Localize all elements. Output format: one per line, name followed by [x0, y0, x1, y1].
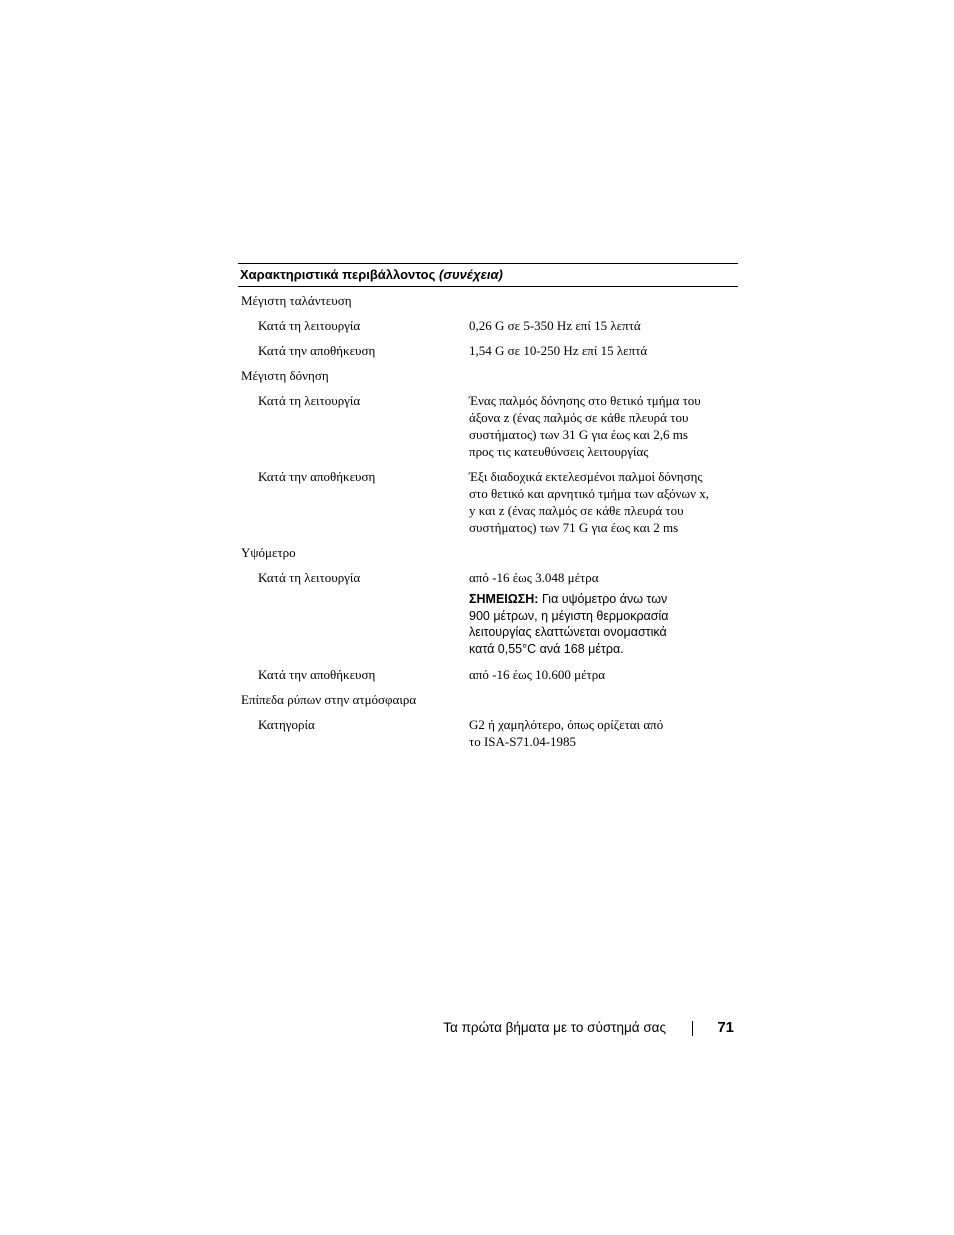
note-text: Για υψόμετρο άνω των [541, 592, 668, 606]
shock-operating-line: άξονα z (ένας παλμός σε κάθε πλευρά του [469, 410, 689, 425]
section-altitude: Υψόμετρο [241, 545, 296, 560]
shock-storage-value [469, 468, 709, 536]
altitude-note [469, 591, 669, 657]
page-footer [300, 1019, 734, 1039]
vibration-storage-value: 1,54 G σε 10-250 Hz επί 15 λεπτά [469, 343, 648, 358]
contaminants-class-label: Κατηγορία [258, 717, 315, 732]
shock-operating-line: προς τις κατευθύνσεις λειτουργίας [469, 444, 649, 459]
note-label: ΣΗΜΕΙΩΣΗ: [469, 592, 539, 606]
shock-storage-label: Κατά την αποθήκευση [258, 469, 376, 484]
page-number: 71 [717, 1019, 734, 1036]
shock-storage-line: στο θετικό και αρνητικό τμήμα των αξόνων x, [469, 486, 709, 501]
section-contaminants: Επίπεδα ρύπων στην ατμόσφαιρα [241, 692, 417, 707]
shock-operating-line: συστήματος) των 31 G για έως και 2,6 ms [469, 427, 688, 442]
table-title: Χαρακτηριστικά περιβάλλοντος [240, 267, 436, 282]
shock-operating-line: Ένας παλμός δόνησης στο θετικό τμήμα του [469, 393, 701, 408]
altitude-storage-value: από -16 έως 10.600 μέτρα [469, 667, 606, 682]
footer-chapter-title: Τα πρώτα βήματα με το σύστημά σας [443, 1020, 666, 1035]
shock-storage-line: y και z (ένας παλμός σε κάθε πλευρά του [469, 503, 684, 518]
section-vibration: Μέγιστη ταλάντευση [241, 293, 352, 308]
section-shock: Μέγιστη δόνηση [241, 368, 329, 383]
altitude-operating-label: Κατά τη λειτουργία [258, 570, 361, 585]
footer-divider [692, 1021, 693, 1036]
contaminants-class-line: το ISA-S71.04-1985 [469, 734, 577, 749]
environmental-specs-table [238, 263, 738, 749]
shock-storage-line: συστήματος) των 71 G για έως και 2 ms [469, 520, 679, 535]
contaminants-class-value [469, 716, 663, 750]
altitude-storage-label: Κατά την αποθήκευση [258, 667, 376, 682]
shock-operating-label: Κατά τη λειτουργία [258, 393, 361, 408]
vibration-operating-label: Κατά τη λειτουργία [258, 318, 361, 333]
altitude-operating-value: από -16 έως 3.048 μέτρα [469, 570, 599, 585]
altitude-note-line: 900 μέτρων, η μέγιστη θερμοκρασία [469, 608, 669, 623]
shock-operating-value [469, 392, 701, 460]
table-title-continued: (συνέχεια) [439, 267, 503, 282]
vibration-storage-label: Κατά την αποθήκευση [258, 343, 376, 358]
altitude-note-line: κατά 0,55°C ανά 168 μέτρα. [469, 641, 624, 656]
vibration-operating-value: 0,26 G σε 5-350 Hz επί 15 λεπτά [469, 318, 641, 333]
altitude-note-line [469, 591, 669, 608]
altitude-note-line: λειτουργίας ελαττώνεται ονομαστικά [469, 625, 667, 639]
shock-storage-line: Έξι διαδοχικά εκτελεσμένοι παλμοί δόνησης [469, 469, 703, 484]
contaminants-class-line: G2 ή χαμηλότερο, όπως ορίζεται από [469, 717, 664, 732]
table-header [238, 263, 738, 287]
